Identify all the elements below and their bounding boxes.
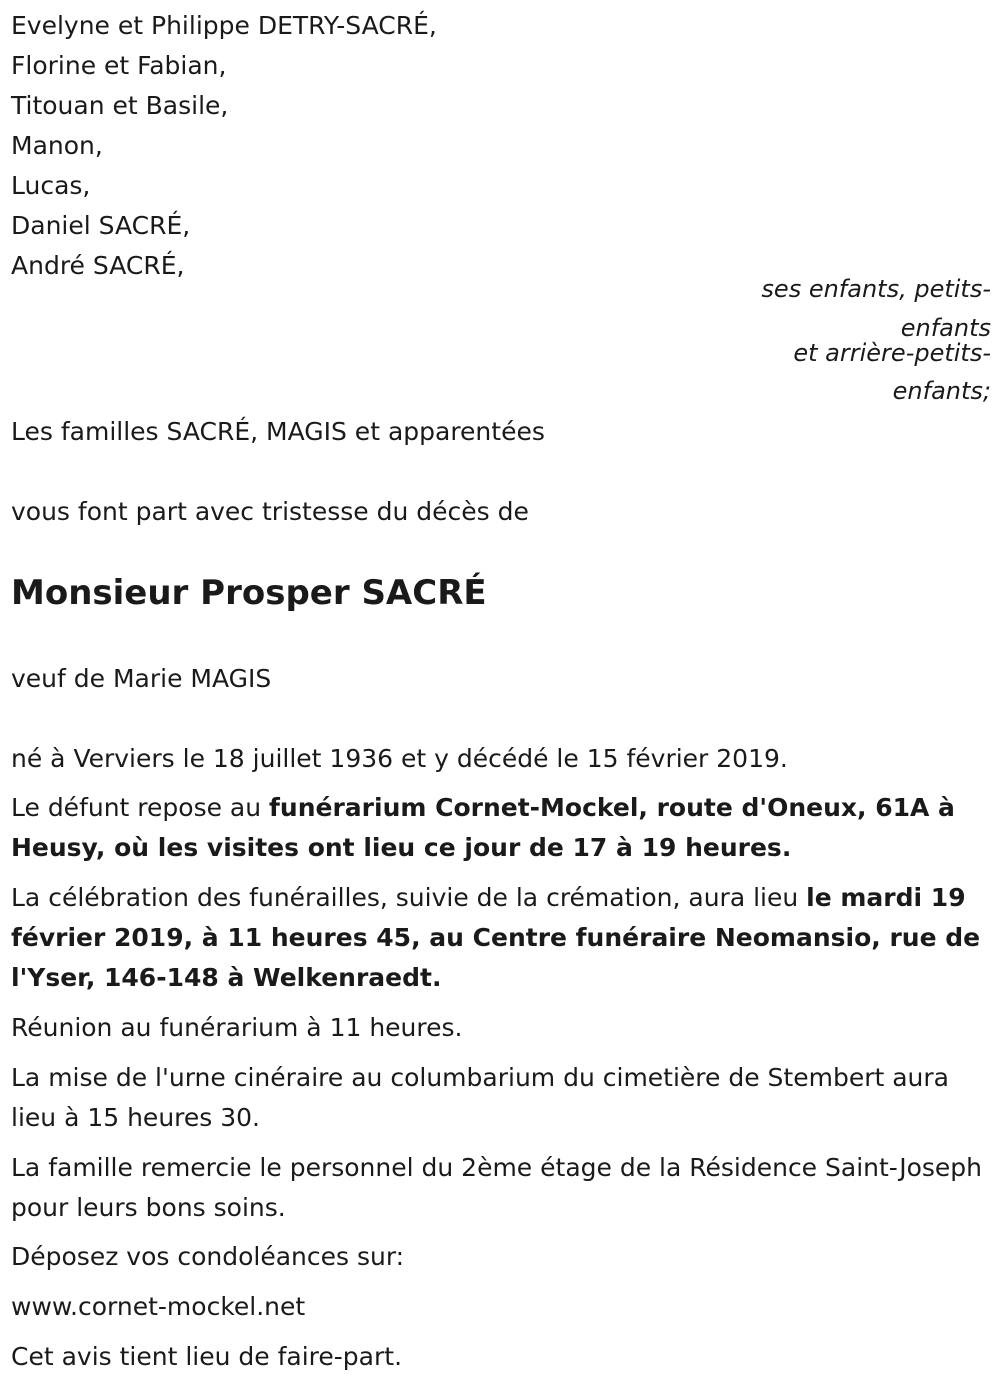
- relation-line-4: enfants;: [892, 377, 991, 405]
- families-line: Les familles SACRÉ, MAGIS et apparentées: [11, 417, 545, 446]
- repose-intro: Le défunt repose au: [11, 793, 270, 822]
- ceremony-details: le mardi 19 février 2019, à 11 heures 45, au Centre funéraire Neomansio, rue de l'Yser, 146-148 à Welkenraedt.: [11, 883, 981, 992]
- repose-paragraph: [11, 788, 986, 868]
- deceased-name: Monsieur Prosper SACRÉ: [11, 573, 487, 613]
- thanks-paragraph: La famille remercie le personnel du 2ème étage de la Résidence Saint-Joseph pour leurs bons soins.: [11, 1153, 982, 1222]
- family-line-2: Florine et Fabian,: [11, 51, 227, 80]
- family-line-6: Daniel SACRÉ,: [11, 211, 191, 240]
- announce-line: vous font part avec tristesse du décès de: [11, 497, 529, 526]
- widower-line: veuf de Marie MAGIS: [11, 664, 272, 693]
- family-line-7: André SACRÉ,: [11, 251, 185, 280]
- relation-line-2: enfants: [900, 314, 991, 342]
- meeting-line: Réunion au funérarium à 11 heures.: [11, 1013, 463, 1042]
- family-line-3: Titouan et Basile,: [11, 91, 229, 120]
- urn-paragraph: La mise de l'urne cinéraire au columbarium du cimetière de Stembert aura lieu à 15 heures 30.: [11, 1063, 950, 1132]
- birth-death-line: né à Verviers le 18 juillet 1936 et y décédé le 15 février 2019.: [11, 744, 788, 773]
- ceremony-paragraph: [11, 878, 986, 998]
- family-line-5: Lucas,: [11, 171, 91, 200]
- family-line-1: Evelyne et Philippe DETRY-SACRÉ,: [11, 11, 437, 40]
- family-line-4: Manon,: [11, 131, 103, 160]
- condolences-label: Déposez vos condoléances sur:: [11, 1242, 405, 1271]
- ceremony-intro: La célébration des funérailles, suivie de la crémation, aura lieu: [11, 883, 807, 912]
- notice-line: Cet avis tient lieu de faire-part.: [11, 1342, 403, 1371]
- relation-line-1: ses enfants, petits-: [761, 275, 991, 303]
- relation-line-3: et arrière-petits-: [793, 339, 991, 367]
- website-link[interactable]: www.cornet-mockel.net: [11, 1292, 306, 1321]
- repose-details: funérarium Cornet-Mockel, route d'Oneux, 61A à Heusy, où les visites ont lieu ce jour de 17 à 19 heures.: [11, 793, 955, 862]
